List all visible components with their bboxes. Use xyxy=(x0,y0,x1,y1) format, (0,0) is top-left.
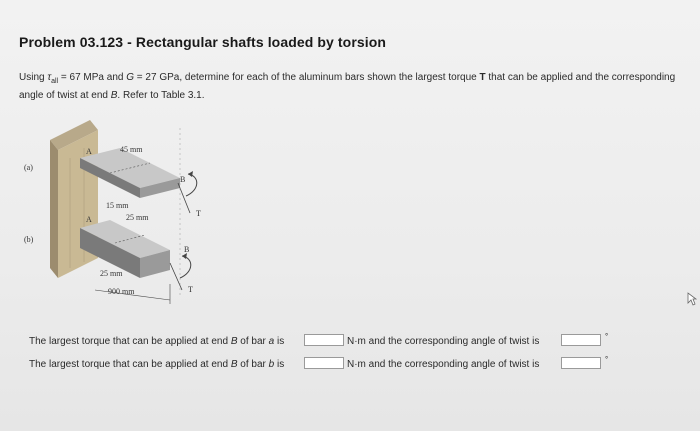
row-a-unit-text: N·m and the corresponding angle of twist is xyxy=(347,336,540,347)
wall-edge xyxy=(50,140,58,278)
dim-900-label: 900 mm xyxy=(108,287,135,296)
dim-45-label: 45 mm xyxy=(120,145,143,154)
dim-25-top-label: 25 mm xyxy=(126,213,149,222)
torque-t-bottom: T xyxy=(188,285,193,294)
dim-25-bottom-label: 25 mm xyxy=(100,269,123,278)
problem-statement xyxy=(19,71,684,103)
angle-a-input[interactable] xyxy=(561,334,601,346)
intro-rest: that can be applied and the corresponding angle of twist at end xyxy=(19,72,676,101)
tau-symbol: τ xyxy=(47,72,52,83)
torque-t-top: T xyxy=(196,209,201,218)
torque-symbol: T xyxy=(479,72,486,83)
row-b-unit-text: N·m and the corresponding angle of twist is xyxy=(347,359,540,370)
label-a: (a) xyxy=(24,163,33,172)
row-a-text: The largest torque that can be applied at end B of bar a is xyxy=(29,336,285,347)
shaft-diagram xyxy=(20,118,230,313)
degree-a-symbol: ° xyxy=(605,332,609,341)
row-b-text: The largest torque that can be applied at end B of bar b is xyxy=(29,359,285,370)
point-a-top: A xyxy=(86,147,92,156)
point-b-bottom: B xyxy=(184,245,190,254)
shaft-figure xyxy=(20,118,230,313)
torque-b-input[interactable] xyxy=(304,357,344,369)
dim-15-label: 15 mm xyxy=(106,201,129,210)
intro-mid: = 67 MPa and xyxy=(58,72,127,83)
intro-prefix: Using xyxy=(19,72,48,83)
torque-arrow-b xyxy=(180,256,191,278)
torque-arrow-a xyxy=(186,174,197,196)
g-symbol: G xyxy=(126,72,135,83)
torque-a-input[interactable] xyxy=(304,334,344,346)
end-symbol: B xyxy=(110,90,118,101)
tau-subscript: all xyxy=(51,78,59,85)
wall-side xyxy=(58,130,98,278)
angle-b-input[interactable] xyxy=(561,357,601,369)
cursor-icon xyxy=(687,292,697,306)
intro-g: = 27 GPa, determine for each of the aluminum bars shown the largest torque xyxy=(134,72,480,83)
label-b: (b) xyxy=(24,235,34,244)
degree-b-symbol: ° xyxy=(605,355,609,364)
problem-title: Problem 03.123 - Rectangular shafts loaded by torsion xyxy=(19,34,387,50)
intro-end: . Refer to Table 3.1. xyxy=(117,90,205,101)
point-a-bottom: A xyxy=(86,215,92,224)
point-b-top: B xyxy=(180,175,186,184)
